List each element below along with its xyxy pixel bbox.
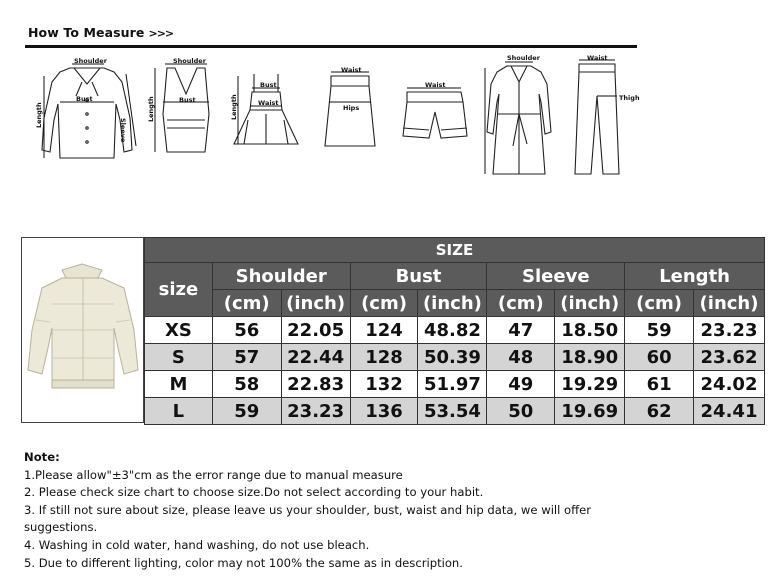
note-line-1: 1.Please allow"±3"cm as the error range due to manual measure [24,467,403,482]
note-line-2: 2. Please check size chart to choose size.Do not select according to your habit. [24,485,484,500]
size-column-header: size [145,263,213,317]
skirt-illustration [317,66,383,152]
value-cell: 24.41 [694,398,765,425]
value-cell: 49 [487,371,555,398]
notes-title: Note: [24,450,60,464]
tank-shoulder-label: Shoulder [173,57,206,65]
cami-waist-label: Waist [258,99,279,107]
unit-header: (inch) [418,290,487,317]
shorts-waist-label: Waist [425,81,446,89]
table-row [145,371,765,398]
note-line-4: 4. Washing in cold water, hand washing, do not use bleach. [24,537,370,552]
value-cell: 23.23 [281,398,350,425]
unit-header: (inch) [281,290,350,317]
value-cell: 62 [625,398,694,425]
garment-illustrations [25,52,640,187]
product-photo [21,237,144,423]
how-to-measure-label: How To Measure [28,25,145,40]
bust-header: Bust [350,263,487,290]
cami-illustration [230,70,302,150]
length-header: Length [625,263,765,290]
coat-shoulder-label: Shoulder [507,54,540,62]
blouse-illustration [30,58,140,166]
unit-header: (inch) [555,290,625,317]
blouse-sleeve-label: Sleeve [119,118,127,143]
cami-length-label: Length [230,94,238,120]
value-cell: 23.62 [694,344,765,371]
coat-illustration [483,54,555,180]
sleeve-header: Sleeve [487,263,625,290]
value-cell: 22.83 [281,371,350,398]
value-cell: 58 [212,371,281,398]
value-cell: 50.39 [418,344,487,371]
trousers-waist-label: Waist [587,54,608,62]
value-cell: 56 [212,317,281,344]
value-cell: 61 [625,371,694,398]
tank-length-label: Length [147,96,155,122]
note-line-3: 3. If still not sure about size, please leave us your shoulder, bust, waist and hip data, we will offer suggestions. [24,502,595,535]
value-cell: 23.23 [694,317,765,344]
value-cell: 124 [350,317,418,344]
value-cell: 24.02 [694,371,765,398]
note-line-5: 5. Due to different lighting, color may not 100% the same as in description. [24,555,463,570]
shorts-illustration [397,80,471,144]
value-cell: 57 [212,344,281,371]
jacket-image [22,238,143,422]
trench-coat-icon [483,54,555,180]
value-cell: 51.97 [418,371,487,398]
table-unit-row [145,290,765,317]
shorts-icon [397,80,471,144]
value-cell: 59 [625,317,694,344]
value-cell: 59 [212,398,281,425]
notes-section [24,449,624,572]
cami-bust-label: Bust [260,81,277,89]
blouse-length-label: Length [35,102,43,128]
unit-header: (cm) [350,290,418,317]
size-cell: M [145,371,213,398]
value-cell: 22.44 [281,344,350,371]
value-cell: 19.69 [555,398,625,425]
value-cell: 128 [350,344,418,371]
arrows-glyph: >>> [148,27,174,40]
blouse-bust-label: Bust [76,95,93,103]
tank-illustration [147,58,225,158]
value-cell: 47 [487,317,555,344]
size-table [144,237,765,425]
trousers-thigh-label: Thigh [619,94,640,102]
tank-top-icon [147,58,225,158]
unit-header: (cm) [487,290,555,317]
blouse-icon [30,58,140,166]
trousers-icon [569,56,639,180]
size-title: SIZE [145,238,765,263]
tank-bust-label: Bust [179,96,196,104]
table-group-row [145,263,765,290]
table-row [145,344,765,371]
how-to-measure-title [28,25,173,40]
table-title-row [145,238,765,263]
table-row [145,398,765,425]
value-cell: 22.05 [281,317,350,344]
skirt-waist-label: Waist [341,66,362,74]
value-cell: 53.54 [418,398,487,425]
unit-header: (cm) [212,290,281,317]
value-cell: 19.29 [555,371,625,398]
skirt-hips-label: Hips [343,104,360,112]
value-cell: 50 [487,398,555,425]
value-cell: 48.82 [418,317,487,344]
size-cell: XS [145,317,213,344]
header-rule [25,45,637,48]
value-cell: 18.90 [555,344,625,371]
table-row [145,317,765,344]
value-cell: 60 [625,344,694,371]
value-cell: 18.50 [555,317,625,344]
blouse-shoulder-label: Shoulder [74,57,107,65]
size-cell: S [145,344,213,371]
size-cell: L [145,398,213,425]
shoulder-header: Shoulder [212,263,350,290]
unit-header: (inch) [694,290,765,317]
unit-header: (cm) [625,290,694,317]
trousers-illustration [569,56,639,180]
value-cell: 136 [350,398,418,425]
value-cell: 48 [487,344,555,371]
value-cell: 132 [350,371,418,398]
